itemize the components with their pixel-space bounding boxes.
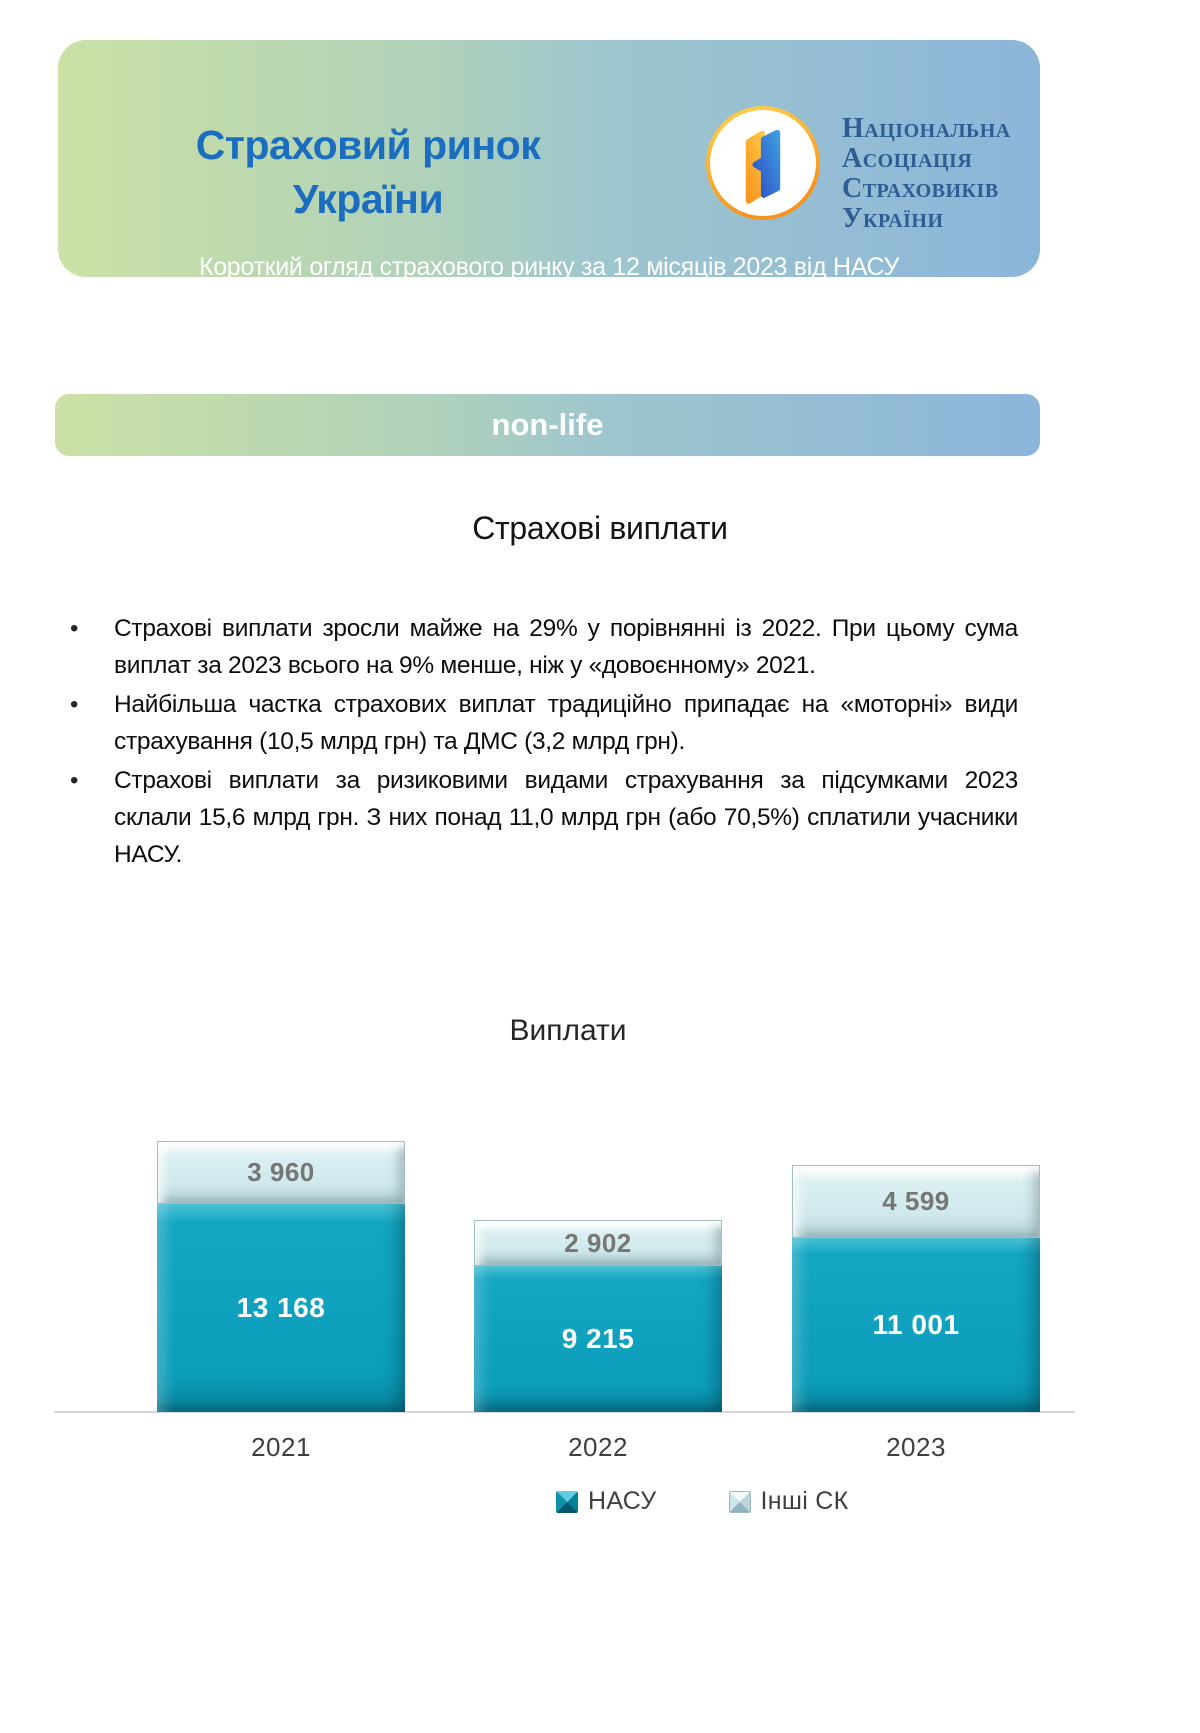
bar-value-nasu-2023: 11 001 [872, 1309, 960, 1340]
header-banner [58, 40, 1040, 281]
bar-value-inshi-sk-2022: 2 902 [564, 1227, 632, 1258]
header-subtitle: Короткий огляд страхового ринку за 12 місяців 2023 від НАСУ [198, 253, 900, 281]
category-label-2023: 2023 [886, 1432, 946, 1462]
bullet-item: • Найбільша частка страхових виплат традиційно припадає на «моторні» види страхування (10,5 млрд грн) та ДМС (3,2 млрд грн). [68, 686, 1018, 760]
bar-segment-nasu-2023 [792, 1238, 1040, 1412]
bar-group-2022 [474, 1220, 722, 1412]
legend-marker-inshi-sk-icon [729, 1491, 751, 1513]
section-banner-label: non-life [491, 407, 604, 442]
org-name [842, 114, 1088, 234]
org-name-line: Асоціація [842, 143, 973, 174]
chart-category-axis [54, 1432, 1075, 1466]
bar-segment-inshi-sk-2021 [157, 1141, 405, 1204]
nasu-logo-letter-icon [721, 121, 805, 205]
org-name-line: України [842, 203, 944, 234]
bullet-item: • Страхові виплати за ризиковими видами страхування за підсумками 2023 склали 15,6 млрд грн. З них понад 11,0 млрд грн (або 70,5%) сплатили учасники НАСУ. [68, 762, 1018, 873]
chart-legend [556, 1487, 849, 1516]
org-name-line: Національна [842, 113, 1011, 144]
bullet-item: • Страхові виплати зросли майже на 29% у порівнянні із 2022. При цьому сума виплат за 2023 всього на 9% менше, ніж у «довоєнному» 2021. [68, 610, 1018, 684]
page-title [138, 118, 598, 226]
bar-value-nasu-2022: 9 215 [561, 1323, 635, 1354]
bar-segment-inshi-sk-2023 [792, 1165, 1040, 1238]
nasu-logo [706, 106, 820, 220]
legend-item-inshi-sk [729, 1487, 849, 1516]
bar-group-2023 [792, 1165, 1040, 1412]
bar-segment-nasu-2021 [157, 1204, 405, 1412]
bar-segment-nasu-2022 [474, 1266, 722, 1412]
nasu-logo-circle [710, 110, 816, 216]
bar-segment-inshi-sk-2022 [474, 1220, 722, 1266]
legend-marker-nasu-icon [556, 1491, 578, 1513]
bar-group-2021 [157, 1141, 405, 1412]
section-banner-nonlife [55, 394, 1040, 456]
bar-value-inshi-sk-2023: 4 599 [882, 1186, 950, 1216]
bullet-list [68, 610, 1018, 875]
org-name-line: Страховиків [842, 173, 999, 204]
legend-label-nasu: НАСУ [588, 1487, 657, 1515]
page-title-line1: Страховий ринок [195, 122, 541, 168]
section-heading: Страхові виплати [472, 510, 728, 546]
page-title-line2: України [292, 176, 444, 222]
chart-title: Виплати [509, 1014, 627, 1047]
bar-value-inshi-sk-2021: 3 960 [247, 1157, 315, 1187]
legend-label-inshi-sk: Інші СК [760, 1487, 849, 1515]
category-label-2021: 2021 [251, 1432, 311, 1462]
category-label-2022: 2022 [568, 1432, 628, 1462]
chart-plot-area [54, 1040, 1075, 1412]
bar-value-nasu-2021: 13 168 [236, 1292, 326, 1323]
legend-item-nasu [556, 1487, 657, 1516]
